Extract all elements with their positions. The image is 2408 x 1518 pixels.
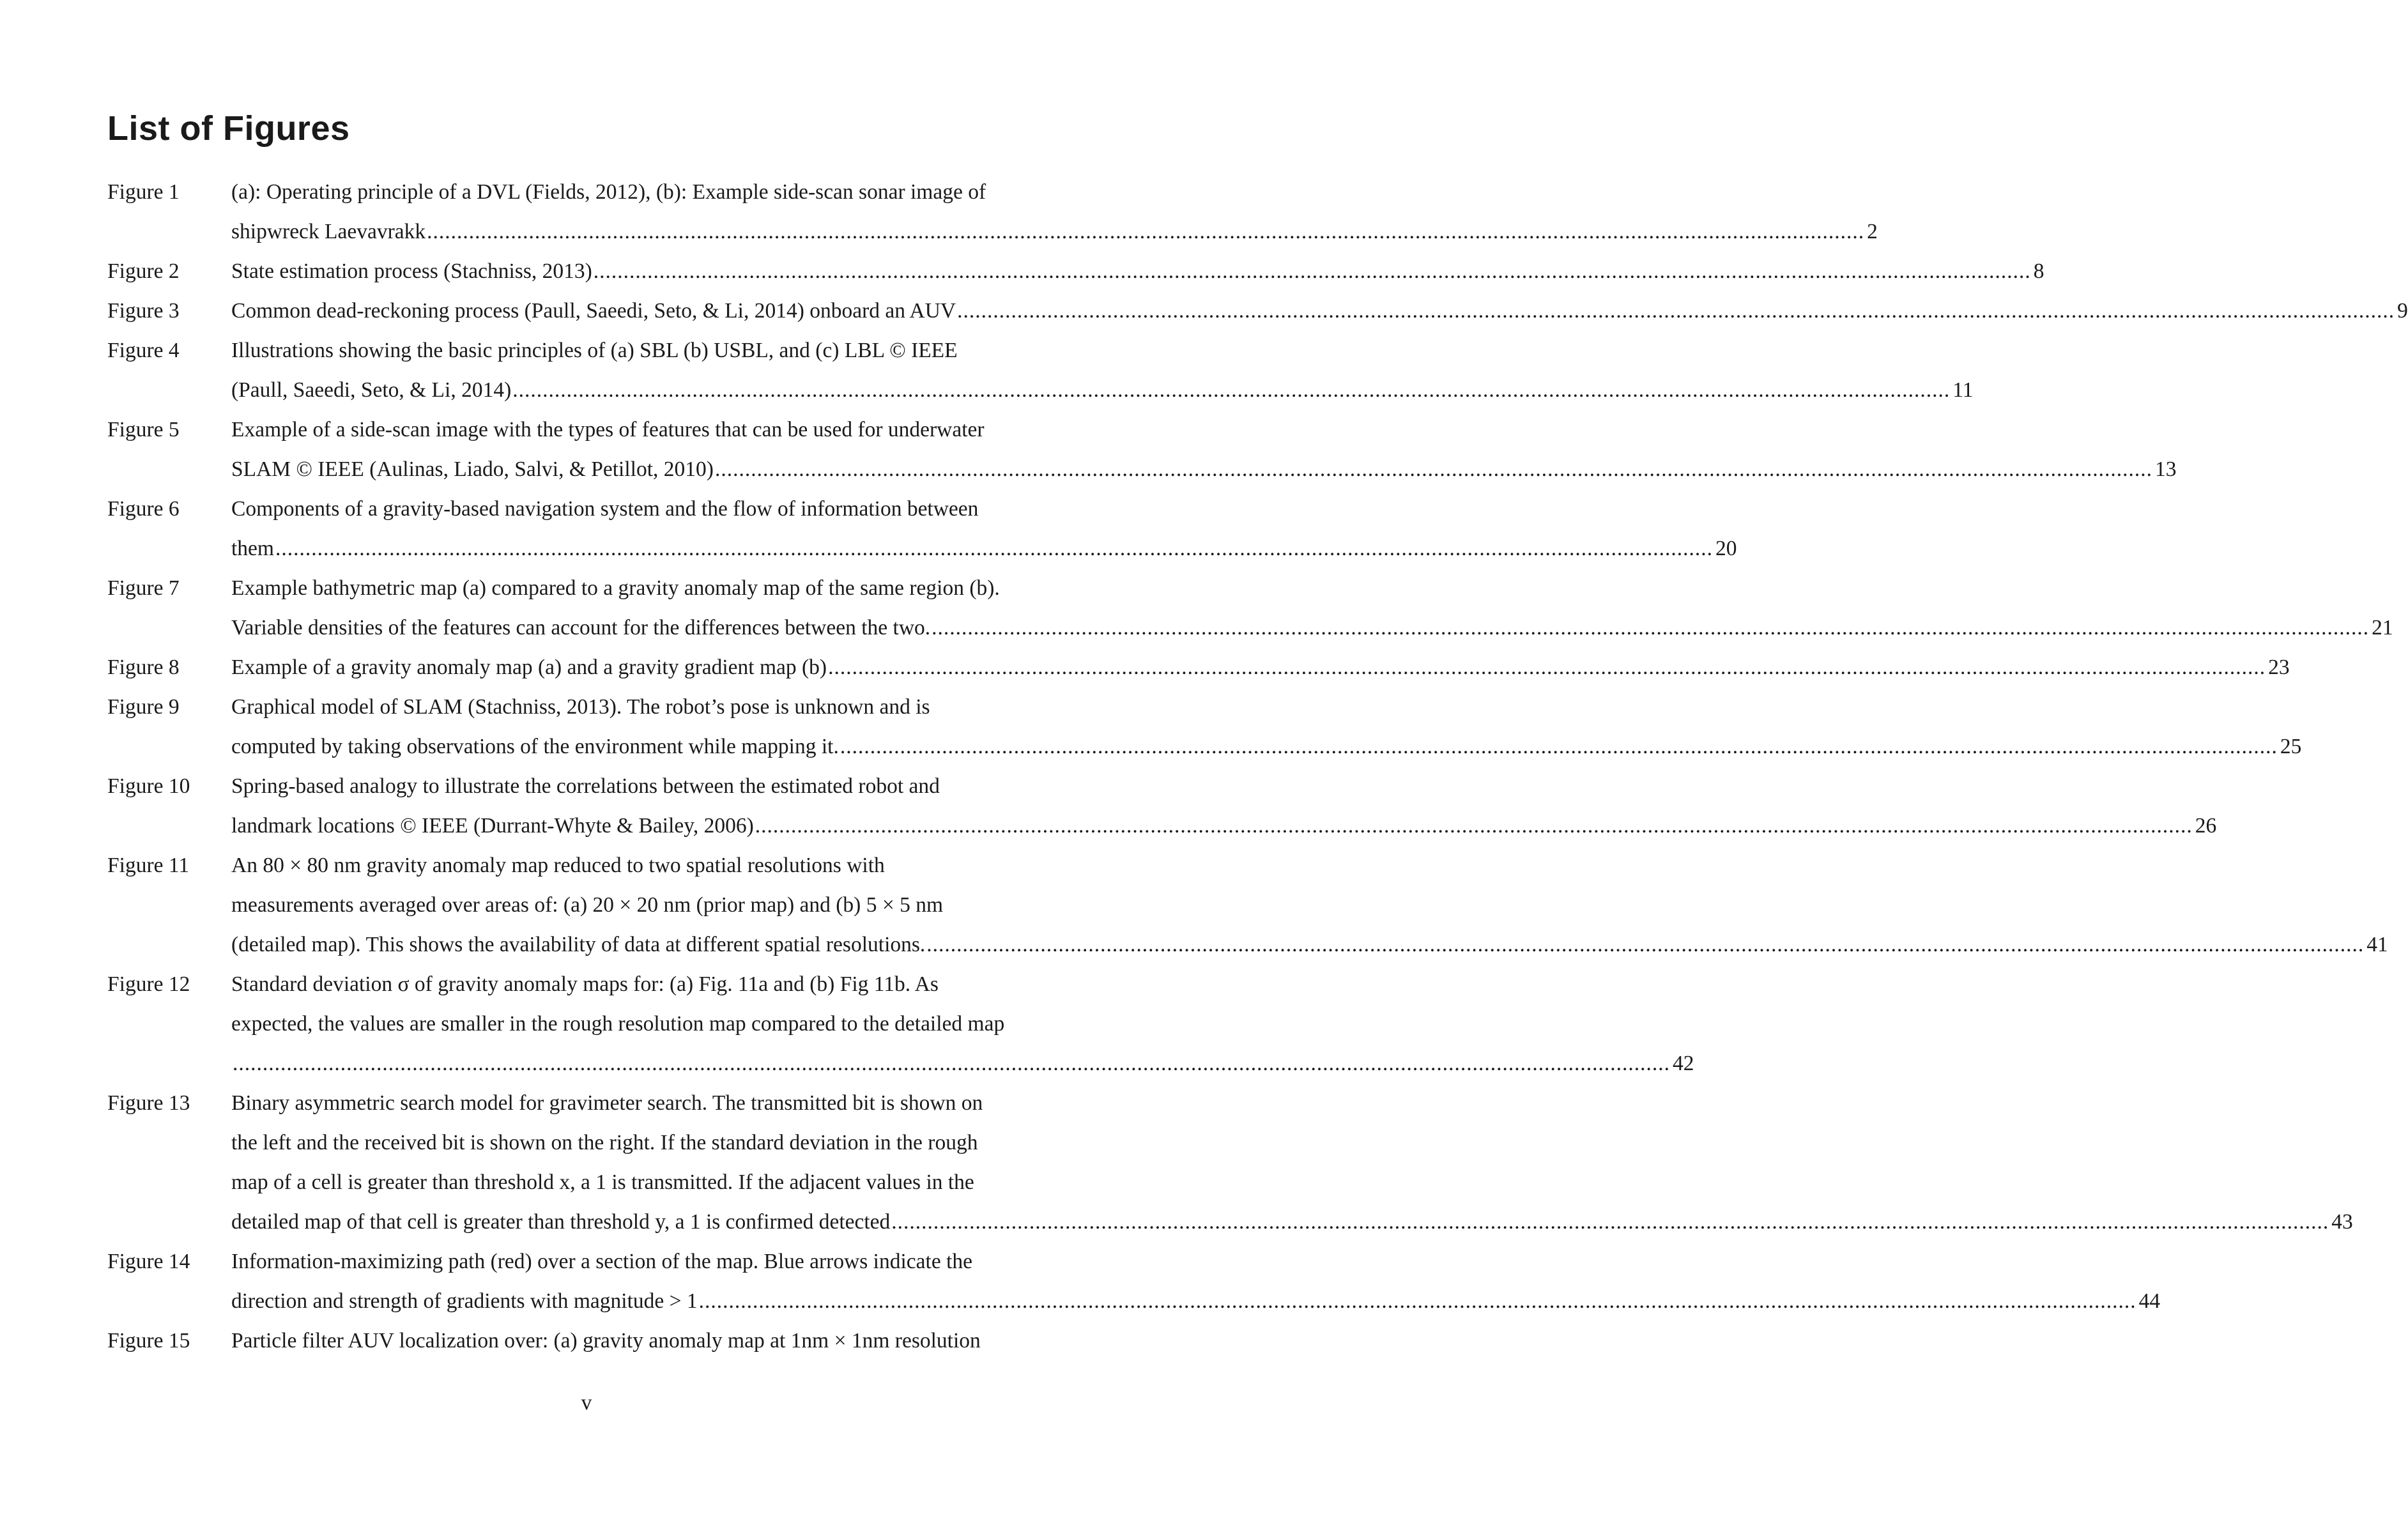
figure-page-number[interactable]: 8: [2033, 259, 2044, 283]
caption-text: Example of a gravity anomaly map (a) and a gravity gradient map (b): [231, 656, 827, 679]
figure-label: Figure 13: [107, 1091, 190, 1115]
caption-text: Standard deviation σ of gravity anomaly maps for: (a) Fig. 11a and (b) Fig 11b. As: [231, 972, 939, 996]
figure-entry[interactable]: [107, 331, 1974, 410]
figure-page-number[interactable]: 44: [2138, 1289, 2161, 1313]
caption-text: expected, the values are smaller in the rough resolution map compared to the detailed map: [231, 1012, 1005, 1036]
caption-line: [231, 371, 1974, 410]
figure-entry[interactable]: [107, 965, 1694, 1084]
caption-line: [231, 806, 2216, 846]
figure-caption: [231, 1084, 2353, 1242]
caption-line: [231, 846, 2388, 885]
dot-leader: [839, 727, 2280, 767]
figure-page-number[interactable]: 20: [1715, 537, 1737, 560]
figure-entry[interactable]: [107, 410, 2177, 489]
figure-page-number[interactable]: 2: [1867, 220, 1878, 243]
figure-caption: [231, 252, 2044, 291]
figure-caption: [231, 489, 1737, 569]
caption-line: [231, 569, 2393, 608]
caption-line: [231, 212, 1878, 252]
figure-page-number[interactable]: 21: [2372, 616, 2393, 640]
figure-label: Figure 10: [107, 774, 190, 798]
figure-caption: [231, 1242, 2160, 1321]
caption-text: measurements averaged over areas of: (a) 20 × 20 nm (prior map) and (b) 5 × 5 nm: [231, 893, 944, 917]
dot-leader: [231, 1044, 1673, 1084]
caption-text: Information-maximizing path (red) over a section of the map. Blue arrows indicate the: [231, 1250, 973, 1273]
figure-entry[interactable]: [107, 1084, 2353, 1242]
caption-line: [231, 648, 2290, 687]
caption-line: [231, 1321, 1064, 1361]
caption-line: [231, 331, 1974, 371]
figure-caption: [231, 648, 2290, 687]
figure-caption: [231, 291, 2408, 331]
figure-label: Figure 12: [107, 972, 190, 996]
dot-leader: [511, 371, 1952, 410]
figure-label: Figure 9: [107, 695, 180, 719]
figure-caption: [231, 410, 2176, 489]
page-number: v: [581, 1391, 592, 1414]
caption-line: [231, 410, 2176, 450]
caption-line: [231, 529, 1737, 569]
dot-leader: [754, 806, 2195, 846]
figure-caption: [231, 767, 2216, 846]
figure-label: Figure 15: [107, 1329, 190, 1353]
caption-text: Components of a gravity-based navigation system and the flow of information between: [231, 497, 979, 521]
caption-text: Binary asymmetric search model for gravimeter search. The transmitted bit is shown on: [231, 1091, 983, 1115]
caption-text: direction and strength of gradients with magnitude > 1: [231, 1289, 698, 1313]
caption-line: [231, 925, 2388, 965]
caption-text: map of a cell is greater than threshold x, a 1 is transmitted. If the adjacent values in the: [231, 1170, 974, 1194]
dot-leader: [698, 1282, 2139, 1321]
dot-leader: [274, 529, 1715, 569]
figure-entry[interactable]: [107, 767, 2217, 846]
figure-list: [107, 172, 2408, 1361]
figure-entry[interactable]: [107, 569, 2393, 648]
caption-line: [231, 1123, 2353, 1163]
caption-line: [231, 291, 2408, 331]
figure-caption: [231, 687, 2301, 767]
figure-label: Figure 1: [107, 180, 180, 204]
caption-line: [231, 1044, 1694, 1084]
caption-text: State estimation process (Stachniss, 2013): [231, 259, 592, 283]
dot-leader: [956, 291, 2397, 331]
figure-page-number[interactable]: 11: [1952, 378, 1974, 402]
caption-line: [231, 1242, 2160, 1282]
figure-entry[interactable]: [107, 687, 2302, 767]
figure-entry[interactable]: [107, 846, 2388, 965]
caption-line: [231, 1163, 2353, 1202]
figure-entry[interactable]: [107, 1321, 1064, 1361]
figure-label: Figure 5: [107, 418, 180, 441]
caption-line: [231, 1004, 1694, 1044]
dot-leader: [827, 648, 2268, 687]
dot-leader: [930, 608, 2372, 648]
figure-label: Figure 14: [107, 1250, 190, 1273]
figure-entry[interactable]: [107, 252, 2044, 291]
figure-label: Figure 2: [107, 259, 180, 283]
figure-caption: [231, 1321, 1064, 1361]
figure-label: Figure 11: [107, 854, 190, 877]
figure-page-number[interactable]: 9: [2397, 299, 2408, 323]
caption-line: [231, 172, 1878, 212]
caption-line: [231, 489, 1737, 529]
figure-entry[interactable]: [107, 489, 1737, 569]
figure-page-number[interactable]: 25: [2280, 735, 2302, 758]
figure-entry[interactable]: [107, 291, 2408, 331]
caption-line: [231, 727, 2301, 767]
caption-line: [231, 1202, 2353, 1242]
caption-line: [231, 1084, 2353, 1123]
caption-line: [231, 252, 2044, 291]
figure-entry[interactable]: [107, 172, 1878, 252]
dot-leader: [714, 450, 2155, 489]
caption-text: Particle filter AUV localization over: (a) gravity anomaly map at 1nm × 1nm resolution: [231, 1329, 981, 1353]
dot-leader: [925, 925, 2366, 965]
caption-text: SLAM © IEEE (Aulinas, Liado, Salvi, & Petillot, 2010): [231, 457, 714, 481]
dot-leader: [890, 1202, 2331, 1242]
caption-text: An 80 × 80 nm gravity anomaly map reduced to two spatial resolutions with: [231, 854, 885, 877]
caption-line: [231, 885, 2388, 925]
caption-line: [231, 965, 1694, 1004]
figure-entry[interactable]: [107, 1242, 2161, 1321]
figure-page-number[interactable]: 43: [2331, 1210, 2353, 1234]
caption-text: Graphical model of SLAM (Stachniss, 2013). The robot’s pose is unknown and is: [231, 695, 930, 719]
figure-label: Figure 6: [107, 497, 180, 521]
caption-text: Spring-based analogy to illustrate the correlations between the estimated robot and: [231, 774, 940, 798]
caption-text: (Paull, Saeedi, Seto, & Li, 2014): [231, 378, 512, 402]
caption-text: them: [231, 537, 274, 560]
caption-text: Example of a side-scan image with the types of features that can be used for underwater: [231, 418, 985, 441]
caption-text: (a): Operating principle of a DVL (Fields, 2012), (b): Example side-scan sonar image of: [231, 180, 986, 204]
figure-page-number[interactable]: 13: [2154, 457, 2177, 481]
dot-leader: [426, 212, 1867, 252]
figure-caption: [231, 172, 1878, 252]
figure-label: Figure 8: [107, 656, 180, 679]
caption-text: Example bathymetric map (a) compared to a gravity anomaly map of the same region (b).: [231, 576, 1000, 600]
figure-caption: [231, 846, 2388, 965]
caption-line: [231, 608, 2393, 648]
caption-line: [231, 687, 2301, 727]
figure-label: Figure 3: [107, 299, 180, 323]
caption-line: [231, 767, 2216, 806]
caption-text: Common dead-reckoning process (Paull, Saeedi, Seto, & Li, 2014) onboard an AUV: [231, 299, 956, 323]
page-title: List of Figures: [107, 109, 350, 148]
caption-text: Illustrations showing the basic principles of (a) SBL (b) USBL, and (c) LBL © IEEE: [231, 339, 958, 362]
caption-text: shipwreck Laevavrakk: [231, 220, 426, 243]
caption-text: computed by taking observations of the environment while mapping it.: [231, 735, 839, 758]
figure-page-number[interactable]: 42: [1673, 1052, 1694, 1075]
dot-leader: [592, 252, 2034, 291]
caption-text: Variable densities of the features can account for the differences between the two.: [231, 616, 931, 640]
caption-line: [231, 450, 2176, 489]
figure-caption: [231, 965, 1694, 1084]
figure-label: Figure 7: [107, 576, 180, 600]
caption-text: (detailed map). This shows the availability of data at different spatial resolutions.: [231, 933, 926, 956]
caption-text: detailed map of that cell is greater than threshold y, a 1 is confirmed detected: [231, 1210, 891, 1234]
figure-caption: [231, 569, 2393, 648]
figure-caption: [231, 331, 1974, 410]
figure-page-number[interactable]: 41: [2366, 933, 2388, 956]
caption-text: landmark locations © IEEE (Durrant-Whyte & Bailey, 2006): [231, 814, 754, 838]
figure-entry[interactable]: [107, 648, 2290, 687]
figure-page-number[interactable]: 23: [2268, 656, 2290, 679]
figure-page-number[interactable]: 26: [2195, 814, 2217, 838]
caption-text: the left and the received bit is shown on the right. If the standard deviation in the rough: [231, 1131, 978, 1154]
figure-label: Figure 4: [107, 339, 180, 362]
caption-line: [231, 1282, 2160, 1321]
